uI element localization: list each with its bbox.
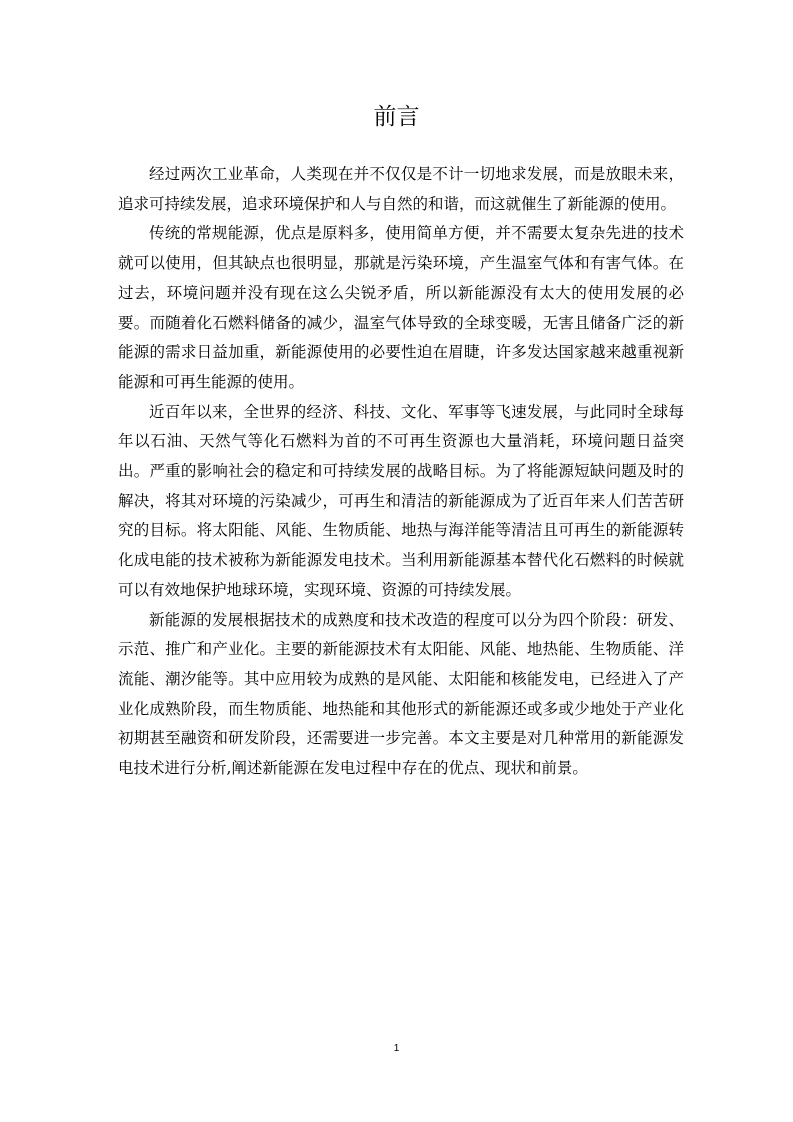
page-number: 1 [393,1043,400,1054]
paragraph-1: 经过两次工业革命，人类现在并不仅仅是不计一切地求发展，而是放眼未来，追求可持续发展，追求环境保护和人与自然的和谐，而这就催生了新能源的使用。 [118,165,684,213]
paragraph-3: 近百年以来，全世界的经济、科技、文化、军事等飞速发展，与此同时全球每年以石油、天然气等化石燃料为首的不可再生资源也大量消耗，环境问题日益突出。严重的影响社会的稳定和可持续发展的战略目标。为了将能源短缺问题及时的解决，将其对环境的污染减少，可再生和清洁的新能源成为了近百年来人们苦苦研究的目标。将太阳能、风能、生物质能、地热与海洋能等清洁且可再生的新能源转化成电能的技术被称为新能源发电技术。当利用新能源基本替代化石燃料的时候就可以有效地保护地球环境，实现环境、资源的可持续发展。 [118,402,684,599]
body-text [118,160,684,784]
paragraph-2: 传统的常规能源，优点是原料多，使用简单方便，并不需要太复杂先进的技术就可以使用，但其缺点也很明显，那就是污染环境，产生温室气体和有害气体。在过去，环境问题并没有现在这么尖锐矛盾，所以新能源没有太大的使用发展的必要。而随着化石燃料储备的减少，温室气体导致的全球变暖，无害且储备广泛的新能源的需求日益加重，新能源使用的必要性迫在眉睫，许多发达国家越来越重视新能源和可再生能源的使用。 [118,224,684,391]
paragraph-4: 新能源的发展根据技术的成熟度和技术改造的程度可以分为四个阶段：研发、示范、推广和产业化。主要的新能源技术有太阳能、风能、地热能、生物质能、洋流能、潮汐能等。其中应用较为成熟的是风能、太阳能和核能发电，已经进入了产业化成熟阶段，而生物质能、地热能和其他形式的新能源还或多或少地处于产业化初期甚至融资和研发阶段，还需要进一步完善。本文主要是对几种常用的新能源发电技术进行分析,阐述新能源在发电过程中存在的优点、现状和前景。 [118,610,684,778]
page-title: 前言 [373,104,420,130]
